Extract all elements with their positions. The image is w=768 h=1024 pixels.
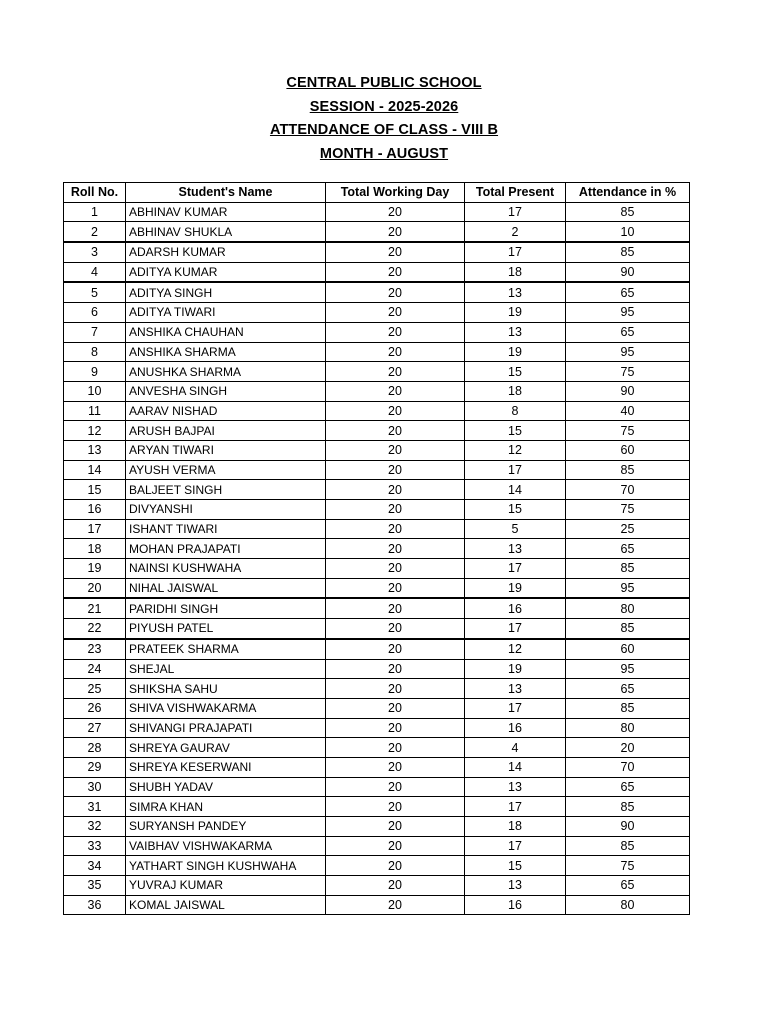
roll-no-cell: 16	[64, 500, 126, 520]
present-cell: 17	[465, 619, 566, 639]
attendance-percent-cell: 60	[566, 639, 690, 659]
attendance-percent-cell: 85	[566, 698, 690, 718]
student-name-cell: ISHANT TIWARI	[126, 519, 326, 539]
working-days-cell: 20	[326, 559, 465, 579]
student-name-cell: ADITYA SINGH	[126, 282, 326, 302]
roll-no-cell: 8	[64, 342, 126, 362]
student-name-cell: BALJEET SINGH	[126, 480, 326, 500]
attendance-percent-cell: 75	[566, 421, 690, 441]
working-days-cell: 20	[326, 718, 465, 738]
present-cell: 17	[465, 559, 566, 579]
table-row	[64, 856, 690, 876]
table-row	[64, 262, 690, 282]
attendance-percent-cell: 10	[566, 222, 690, 242]
document-header	[0, 72, 768, 166]
working-days-cell: 20	[326, 519, 465, 539]
column-header-attendance-percent: Attendance in %	[566, 183, 690, 203]
table-row	[64, 817, 690, 837]
attendance-percent-cell: 85	[566, 836, 690, 856]
roll-no-cell: 28	[64, 738, 126, 758]
working-days-cell: 20	[326, 777, 465, 797]
attendance-percent-cell: 95	[566, 659, 690, 679]
roll-no-cell: 18	[64, 539, 126, 559]
working-days-cell: 20	[326, 322, 465, 342]
student-name-cell: VAIBHAV VISHWAKARMA	[126, 836, 326, 856]
student-name-cell: ANSHIKA SHARMA	[126, 342, 326, 362]
roll-no-cell: 27	[64, 718, 126, 738]
roll-no-cell: 31	[64, 797, 126, 817]
table-row	[64, 797, 690, 817]
present-cell: 13	[465, 777, 566, 797]
table-row	[64, 421, 690, 441]
working-days-cell: 20	[326, 895, 465, 915]
roll-no-cell: 30	[64, 777, 126, 797]
roll-no-cell: 11	[64, 401, 126, 421]
working-days-cell: 20	[326, 242, 465, 262]
present-cell: 19	[465, 303, 566, 323]
present-cell: 17	[465, 698, 566, 718]
present-cell: 4	[465, 738, 566, 758]
working-days-cell: 20	[326, 500, 465, 520]
table-row	[64, 539, 690, 559]
roll-no-cell: 32	[64, 817, 126, 837]
present-cell: 15	[465, 500, 566, 520]
table-row	[64, 202, 690, 222]
present-cell: 16	[465, 598, 566, 618]
session-title: SESSION - 2025-2026	[309, 98, 459, 115]
attendance-percent-cell: 85	[566, 619, 690, 639]
month-title: MONTH - AUGUST	[319, 145, 449, 162]
working-days-cell: 20	[326, 282, 465, 302]
table-row	[64, 519, 690, 539]
student-name-cell: AYUSH VERMA	[126, 460, 326, 480]
attendance-percent-cell: 85	[566, 202, 690, 222]
present-cell: 13	[465, 679, 566, 699]
roll-no-cell: 12	[64, 421, 126, 441]
roll-no-cell: 6	[64, 303, 126, 323]
present-cell: 17	[465, 797, 566, 817]
roll-no-cell: 3	[64, 242, 126, 262]
attendance-percent-cell: 90	[566, 262, 690, 282]
roll-no-cell: 9	[64, 362, 126, 382]
student-name-cell: SIMRA KHAN	[126, 797, 326, 817]
table-row	[64, 282, 690, 302]
column-header-student-name: Student's Name	[126, 183, 326, 203]
table-row	[64, 679, 690, 699]
student-name-cell: ABHINAV SHUKLA	[126, 222, 326, 242]
present-cell: 12	[465, 639, 566, 659]
student-name-cell: ARUSH BAJPAI	[126, 421, 326, 441]
student-name-cell: DIVYANSHI	[126, 500, 326, 520]
attendance-percent-cell: 65	[566, 876, 690, 896]
table-row	[64, 322, 690, 342]
roll-no-cell: 20	[64, 578, 126, 598]
working-days-cell: 20	[326, 460, 465, 480]
roll-no-cell: 22	[64, 619, 126, 639]
roll-no-cell: 34	[64, 856, 126, 876]
student-name-cell: SHIVANGI PRAJAPATI	[126, 718, 326, 738]
roll-no-cell: 26	[64, 698, 126, 718]
working-days-cell: 20	[326, 836, 465, 856]
working-days-cell: 20	[326, 797, 465, 817]
attendance-table	[63, 182, 690, 915]
present-cell: 15	[465, 856, 566, 876]
roll-no-cell: 24	[64, 659, 126, 679]
roll-no-cell: 36	[64, 895, 126, 915]
working-days-cell: 20	[326, 539, 465, 559]
working-days-cell: 20	[326, 342, 465, 362]
student-name-cell: NAINSI KUSHWAHA	[126, 559, 326, 579]
present-cell: 13	[465, 282, 566, 302]
working-days-cell: 20	[326, 362, 465, 382]
student-name-cell: ARYAN TIWARI	[126, 440, 326, 460]
table-body	[64, 202, 690, 915]
present-cell: 17	[465, 202, 566, 222]
roll-no-cell: 23	[64, 639, 126, 659]
student-name-cell: ABHINAV KUMAR	[126, 202, 326, 222]
working-days-cell: 20	[326, 876, 465, 896]
working-days-cell: 20	[326, 303, 465, 323]
working-days-cell: 20	[326, 598, 465, 618]
working-days-cell: 20	[326, 639, 465, 659]
attendance-percent-cell: 95	[566, 342, 690, 362]
present-cell: 15	[465, 362, 566, 382]
attendance-percent-cell: 85	[566, 559, 690, 579]
roll-no-cell: 1	[64, 202, 126, 222]
attendance-percent-cell: 20	[566, 738, 690, 758]
attendance-percent-cell: 75	[566, 500, 690, 520]
present-cell: 14	[465, 480, 566, 500]
working-days-cell: 20	[326, 619, 465, 639]
student-name-cell: SHREYA KESERWANI	[126, 757, 326, 777]
present-cell: 13	[465, 322, 566, 342]
student-name-cell: SHEJAL	[126, 659, 326, 679]
attendance-percent-cell: 65	[566, 282, 690, 302]
table-row	[64, 460, 690, 480]
attendance-percent-cell: 65	[566, 539, 690, 559]
working-days-cell: 20	[326, 440, 465, 460]
attendance-percent-cell: 75	[566, 856, 690, 876]
attendance-percent-cell: 60	[566, 440, 690, 460]
table-row	[64, 342, 690, 362]
student-name-cell: AARAV NISHAD	[126, 401, 326, 421]
attendance-percent-cell: 90	[566, 381, 690, 401]
present-cell: 18	[465, 381, 566, 401]
attendance-percent-cell: 85	[566, 797, 690, 817]
present-cell: 17	[465, 460, 566, 480]
roll-no-cell: 7	[64, 322, 126, 342]
student-name-cell: SHIVA VISHWAKARMA	[126, 698, 326, 718]
table-header-row	[64, 183, 690, 203]
roll-no-cell: 13	[64, 440, 126, 460]
working-days-cell: 20	[326, 262, 465, 282]
roll-no-cell: 25	[64, 679, 126, 699]
table-row	[64, 619, 690, 639]
table-row	[64, 757, 690, 777]
working-days-cell: 20	[326, 659, 465, 679]
roll-no-cell: 15	[64, 480, 126, 500]
roll-no-cell: 17	[64, 519, 126, 539]
working-days-cell: 20	[326, 856, 465, 876]
table-row	[64, 303, 690, 323]
student-name-cell: ADITYA KUMAR	[126, 262, 326, 282]
table-row	[64, 876, 690, 896]
roll-no-cell: 4	[64, 262, 126, 282]
working-days-cell: 20	[326, 738, 465, 758]
attendance-percent-cell: 85	[566, 242, 690, 262]
present-cell: 12	[465, 440, 566, 460]
student-name-cell: PRATEEK SHARMA	[126, 639, 326, 659]
working-days-cell: 20	[326, 817, 465, 837]
student-name-cell: YATHART SINGH KUSHWAHA	[126, 856, 326, 876]
present-cell: 19	[465, 342, 566, 362]
table-row	[64, 401, 690, 421]
working-days-cell: 20	[326, 401, 465, 421]
attendance-percent-cell: 80	[566, 895, 690, 915]
present-cell: 13	[465, 539, 566, 559]
table-row	[64, 895, 690, 915]
roll-no-cell: 5	[64, 282, 126, 302]
table-row	[64, 639, 690, 659]
attendance-percent-cell: 40	[566, 401, 690, 421]
table-row	[64, 738, 690, 758]
roll-no-cell: 35	[64, 876, 126, 896]
table-row	[64, 578, 690, 598]
present-cell: 16	[465, 895, 566, 915]
table-row	[64, 362, 690, 382]
present-cell: 8	[465, 401, 566, 421]
student-name-cell: NIHAL JAISWAL	[126, 578, 326, 598]
attendance-percent-cell: 75	[566, 362, 690, 382]
attendance-percent-cell: 65	[566, 777, 690, 797]
working-days-cell: 20	[326, 679, 465, 699]
roll-no-cell: 19	[64, 559, 126, 579]
working-days-cell: 20	[326, 578, 465, 598]
table-row	[64, 381, 690, 401]
attendance-percent-cell: 90	[566, 817, 690, 837]
working-days-cell: 20	[326, 480, 465, 500]
table-row	[64, 718, 690, 738]
student-name-cell: PARIDHI SINGH	[126, 598, 326, 618]
roll-no-cell: 2	[64, 222, 126, 242]
table-row	[64, 659, 690, 679]
column-header-roll-no: Roll No.	[64, 183, 126, 203]
student-name-cell: SHREYA GAURAV	[126, 738, 326, 758]
present-cell: 18	[465, 262, 566, 282]
working-days-cell: 20	[326, 202, 465, 222]
student-name-cell: ADARSH KUMAR	[126, 242, 326, 262]
student-name-cell: ANUSHKA SHARMA	[126, 362, 326, 382]
working-days-cell: 20	[326, 757, 465, 777]
present-cell: 2	[465, 222, 566, 242]
table-row	[64, 836, 690, 856]
student-name-cell: MOHAN PRAJAPATI	[126, 539, 326, 559]
attendance-percent-cell: 65	[566, 322, 690, 342]
present-cell: 17	[465, 242, 566, 262]
working-days-cell: 20	[326, 381, 465, 401]
attendance-percent-cell: 65	[566, 679, 690, 699]
table-row	[64, 777, 690, 797]
student-name-cell: YUVRAJ KUMAR	[126, 876, 326, 896]
table-row	[64, 222, 690, 242]
column-header-total-present: Total Present	[465, 183, 566, 203]
working-days-cell: 20	[326, 222, 465, 242]
student-name-cell: SHIKSHA SAHU	[126, 679, 326, 699]
roll-no-cell: 10	[64, 381, 126, 401]
present-cell: 13	[465, 876, 566, 896]
present-cell: 15	[465, 421, 566, 441]
attendance-percent-cell: 95	[566, 303, 690, 323]
roll-no-cell: 21	[64, 598, 126, 618]
present-cell: 19	[465, 659, 566, 679]
table-row	[64, 480, 690, 500]
student-name-cell: ADITYA TIWARI	[126, 303, 326, 323]
present-cell: 16	[465, 718, 566, 738]
attendance-percent-cell: 25	[566, 519, 690, 539]
attendance-percent-cell: 80	[566, 598, 690, 618]
table-row	[64, 559, 690, 579]
present-cell: 14	[465, 757, 566, 777]
student-name-cell: PIYUSH PATEL	[126, 619, 326, 639]
student-name-cell: ANVESHA SINGH	[126, 381, 326, 401]
student-name-cell: SHUBH YADAV	[126, 777, 326, 797]
roll-no-cell: 33	[64, 836, 126, 856]
table-row	[64, 698, 690, 718]
present-cell: 19	[465, 578, 566, 598]
attendance-percent-cell: 80	[566, 718, 690, 738]
student-name-cell: SURYANSH PANDEY	[126, 817, 326, 837]
table-row	[64, 242, 690, 262]
table-row	[64, 440, 690, 460]
table-row	[64, 500, 690, 520]
student-name-cell: KOMAL JAISWAL	[126, 895, 326, 915]
present-cell: 18	[465, 817, 566, 837]
class-title: ATTENDANCE OF CLASS - VIII B	[269, 122, 499, 138]
present-cell: 17	[465, 836, 566, 856]
present-cell: 5	[465, 519, 566, 539]
roll-no-cell: 29	[64, 757, 126, 777]
working-days-cell: 20	[326, 698, 465, 718]
attendance-percent-cell: 70	[566, 480, 690, 500]
roll-no-cell: 14	[64, 460, 126, 480]
student-name-cell: ANSHIKA CHAUHAN	[126, 322, 326, 342]
column-header-total-working-day: Total Working Day	[326, 183, 465, 203]
working-days-cell: 20	[326, 421, 465, 441]
attendance-percent-cell: 85	[566, 460, 690, 480]
school-name: CENTRAL PUBLIC SCHOOL	[286, 75, 482, 91]
attendance-percent-cell: 95	[566, 578, 690, 598]
attendance-percent-cell: 70	[566, 757, 690, 777]
table-row	[64, 598, 690, 618]
